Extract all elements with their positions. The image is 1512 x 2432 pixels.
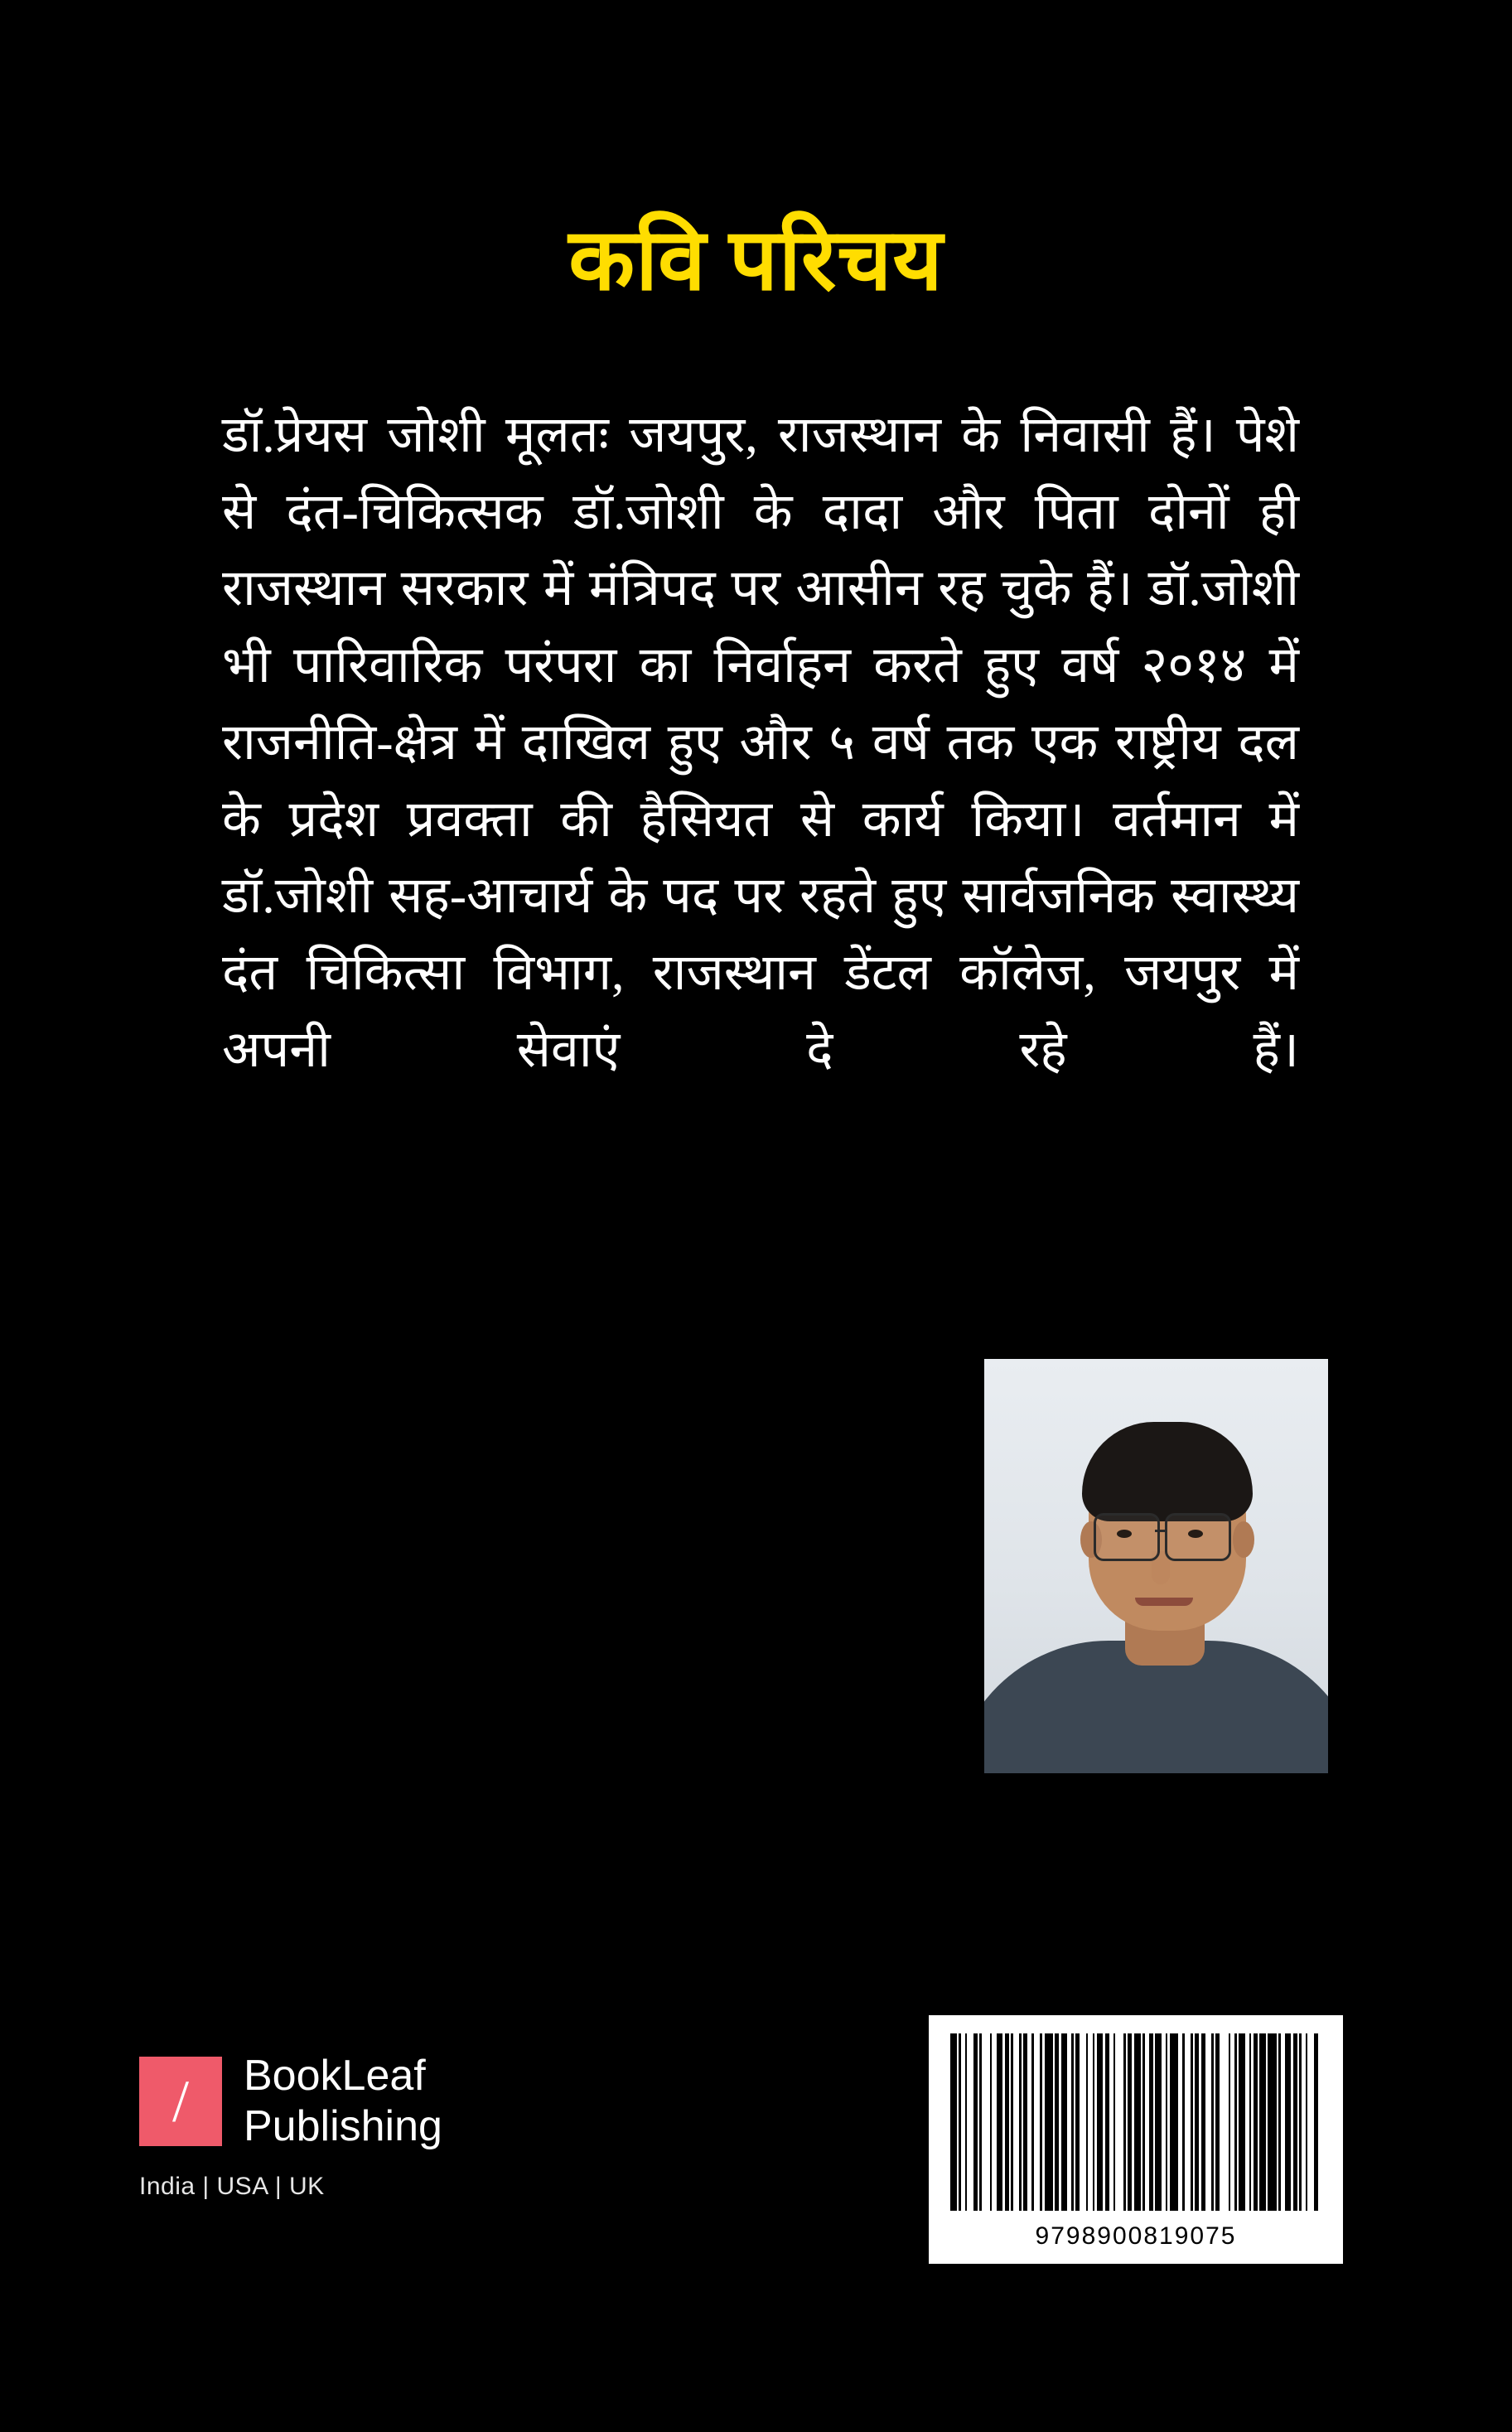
photo-ear-right — [1233, 1521, 1254, 1558]
publisher-name-line2: Publishing — [244, 2102, 442, 2151]
publisher-block — [139, 2051, 603, 2201]
photo-mouth — [1135, 1598, 1193, 1606]
bookleaf-logo-icon — [139, 2057, 222, 2146]
author-bio-text: डॉ.प्रेयस जोशी मूलतः जयपुर, राजस्थान के निवासी हैं। पेशे से दंत-चिकित्सक डॉ.जोशी के दादा और पिता दोनों ही राजस्थान सरकार में मंत्रिपद पर आसीन रह चुके हैं। डॉ.जोशी भी पारिवारिक परंपरा का निर्वाहन करते हुए वर्ष २०१४ में राजनीति-क्षेत्र में दाखिल हुए और ५ वर्ष तक एक राष्ट्रीय दल के प्रदेश प्रवक्ता की हैसियत से कार्य किया। वर्तमान में डॉ.जोशी सह-आचार्य के पद पर रहते हुए सार्वजनिक स्वास्थ्य दंत चिकित्सा विभाग, राजस्थान डेंटल कॉलेज, जयपुर में अपनी सेवाएं दे रहे हैं। — [222, 408, 1299, 1078]
photo-glasses-bridge — [1155, 1530, 1167, 1532]
barcode-bars — [950, 2033, 1321, 2211]
slash-glyph: / — [171, 2068, 190, 2135]
barcode — [929, 2015, 1343, 2264]
page-title: कवि परिचय — [568, 213, 944, 308]
publisher-logo-row — [139, 2051, 603, 2153]
photo-eye-right — [1188, 1530, 1203, 1538]
publisher-name — [244, 2051, 442, 2153]
photo-eye-left — [1117, 1530, 1132, 1538]
barcode-number: 9798900819075 — [1035, 2222, 1237, 2250]
author-photo — [984, 1359, 1328, 1773]
publisher-name-line1: BookLeaf — [244, 2052, 426, 2100]
publisher-regions: India | USA | UK — [139, 2172, 325, 2200]
